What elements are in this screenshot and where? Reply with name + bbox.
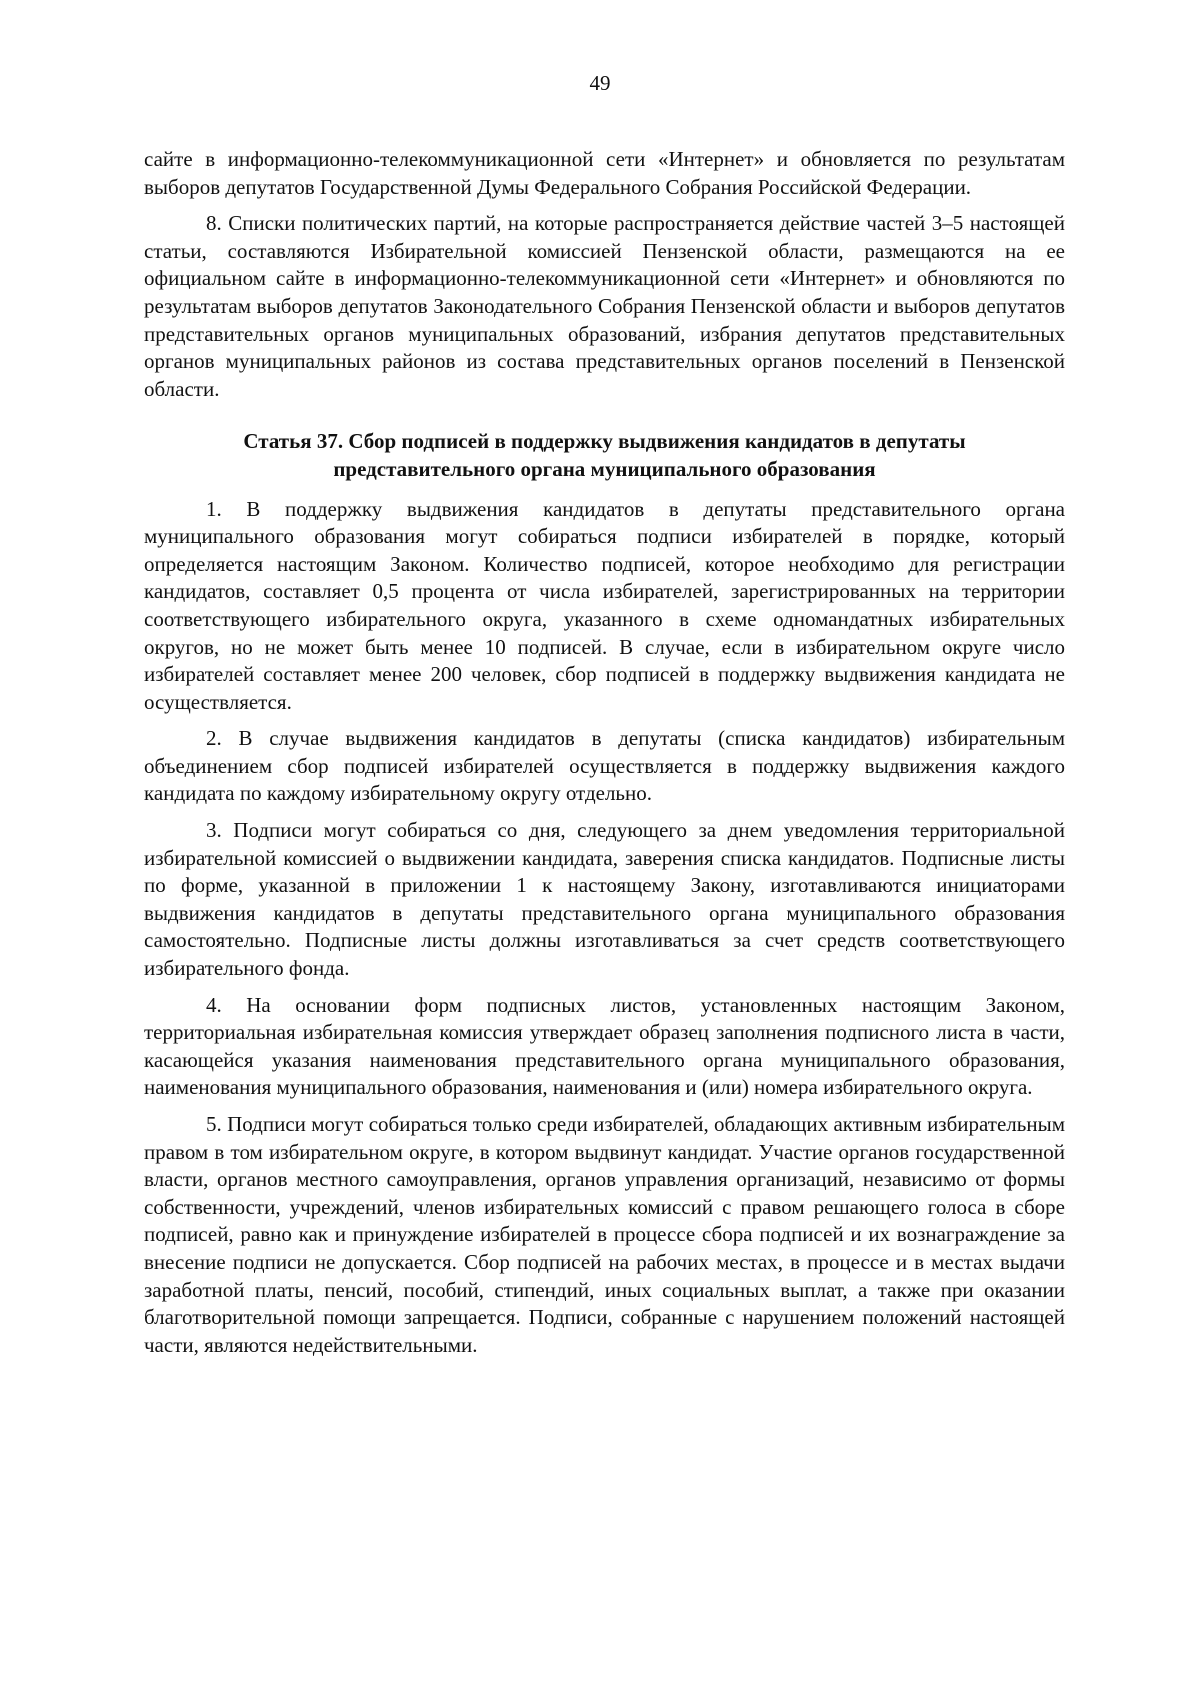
article-paragraph-3: 3. Подписи могут собираться со дня, следующего за днем уведомления территориальной избирательной комиссией о выдвижении кандидата, заверения списка кандидатов. Подписные листы по форме, указанной в приложении 1 к настоящему Закону, изготавливаются инициаторами выдвижения кандидатов в депутаты представительного органа муниципального образования самостоятельно. Подписные листы должны изготавливаться за счет средств соответствующего избирательного фонда. [144,818,1065,981]
article-paragraph-5: 5. Подписи могут собираться только среди избирателей, обладающих активным избирательным правом в том избирательном округе, в котором выдвинут кандидат. Участие органов государственной власти, органов местного самоуправления, органов управления организаций, независимо от формы собственности, учреждений, членов избирательных комиссий с правом решающего голоса в сборе подписей, равно как и принуждение избирателей в процессе сбора подписей и их вознаграждение за внесение подписи не допускается. Сбор подписей на рабочих местах, в процессе и в местах выдачи заработной платы, пенсий, пособий, стипендий, иных социальных выплат, а также при оказании благотворительной помощи запрещается. Подписи, собранные с нарушением положений настоящей части, являются недействительными. [144,1112,1065,1357]
page-number: 49 [589,71,611,95]
paragraph-8: 8. Списки политических партий, на которые распространяется действие частей 3–5 настоящей статьи, составляются Избирательной комиссией Пензенской области, размещаются на ее официальном сайте в информационно-телекоммуникационной сети «Интернет» и обновляются по результатам выборов депутатов Законодательного Собрания Пензенской области и выборов депутатов представительных органов муниципальных образований, избрания депутатов представительных органов муниципальных районов из состава представительных органов поселений в Пензенской области. [144,211,1065,401]
document-body [144,146,1065,1359]
article-paragraph-2: 2. В случае выдвижения кандидатов в депутаты (списка кандидатов) избирательным объединением сбор подписей избирателей осуществляется в поддержку выдвижения каждого кандидата по каждому избирательному округу отдельно. [144,726,1065,806]
article-heading: Статья 37. Сбор подписей в поддержку выдвижения кандидатов в депутаты представительного органа муниципального образования [243,429,966,481]
continued-paragraph: сайте в информационно-телекоммуникационной сети «Интернет» и обновляется по результатам выборов депутатов Государственной Думы Федерального Собрания Российской Федерации. [144,147,1065,199]
article-paragraph-1: 1. В поддержку выдвижения кандидатов в депутаты представительного органа муниципального образования могут собираться подписи избирателей в порядке, который определяется настоящим Законом. Количество подписей, которое необходимо для регистрации кандидатов, составляет 0,5 процента от числа избирателей, зарегистрированных на территории соответствующего избирательного округа, указанного в схеме одномандатных избирательных округов, но не может быть менее 10 подписей. В случае, если в избирательном округе число избирателей составляет менее 200 человек, сбор подписей в поддержку выдвижения кандидата не осуществляется. [144,496,1065,714]
article-paragraph-4: 4. На основании форм подписных листов, установленных настоящим Законом, территориальная избирательная комиссия утверждает образец заполнения подписного листа в части, касающейся указания наименования представительного органа муниципального образования, наименования муниципального образования, наименования и (или) номера избирательного округа. [144,992,1065,1100]
